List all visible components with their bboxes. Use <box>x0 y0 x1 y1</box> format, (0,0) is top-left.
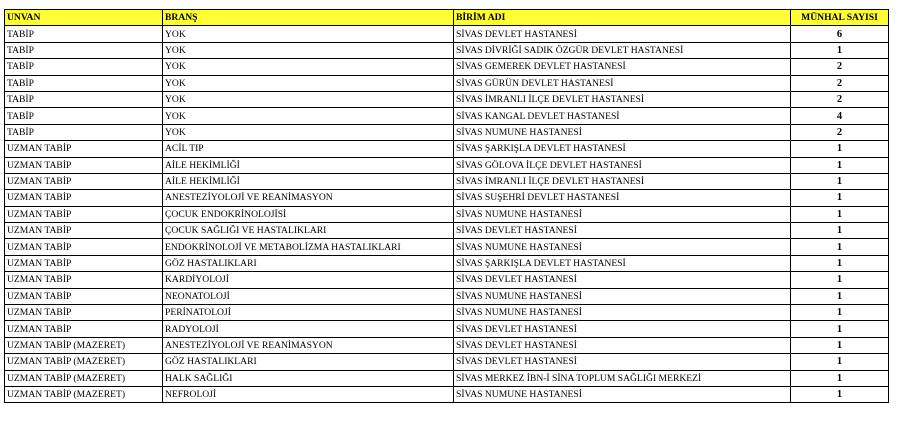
table-row <box>5 272 889 288</box>
table-body <box>5 26 889 403</box>
cell-birim: SİVAS İMRANLI İLÇE DEVLET HASTANESİ <box>454 91 791 107</box>
cell-brans: KARDİYOLOJİ <box>163 272 454 288</box>
cell-birim: SİVAS NUMUNE HASTANESİ <box>454 305 791 321</box>
cell-munhal-sayisi: 1 <box>791 173 889 189</box>
cell-birim: SİVAS DEVLET HASTANESİ <box>454 272 791 288</box>
cell-unvan: TABİP <box>5 59 163 75</box>
cell-unvan: UZMAN TABİP (MAZERET) <box>5 337 163 353</box>
cell-unvan: TABİP <box>5 108 163 124</box>
cell-birim: SİVAS NUMUNE HASTANESİ <box>454 288 791 304</box>
cell-unvan: UZMAN TABİP (MAZERET) <box>5 386 163 402</box>
cell-brans: YOK <box>163 75 454 91</box>
header-row <box>5 10 889 26</box>
cell-brans: YOK <box>163 91 454 107</box>
header-birim: BİRİM ADI <box>454 10 791 26</box>
header-unvan: UNVAN <box>5 10 163 26</box>
table-row <box>5 223 889 239</box>
cell-munhal-sayisi: 2 <box>791 124 889 140</box>
cell-birim: SİVAS DEVLET HASTANESİ <box>454 354 791 370</box>
header-brans: BRANŞ <box>163 10 454 26</box>
cell-brans: AİLE HEKİMLİĞİ <box>163 173 454 189</box>
cell-munhal-sayisi: 2 <box>791 91 889 107</box>
cell-munhal-sayisi: 1 <box>791 206 889 222</box>
cell-brans: ÇOCUK ENDOKRİNOLOJİSİ <box>163 206 454 222</box>
table-row <box>5 190 889 206</box>
cell-unvan: UZMAN TABİP <box>5 321 163 337</box>
cell-birim: SİVAS NUMUNE HASTANESİ <box>454 206 791 222</box>
cell-brans: YOK <box>163 124 454 140</box>
cell-munhal-sayisi: 1 <box>791 157 889 173</box>
cell-birim: SİVAS DEVLET HASTANESİ <box>454 26 791 42</box>
cell-munhal-sayisi: 1 <box>791 305 889 321</box>
cell-brans: YOK <box>163 26 454 42</box>
cell-unvan: UZMAN TABİP (MAZERET) <box>5 370 163 386</box>
cell-brans: ANESTEZİYOLOJİ VE REANİMASYON <box>163 337 454 353</box>
table-row <box>5 255 889 271</box>
table-row <box>5 321 889 337</box>
cell-unvan: UZMAN TABİP <box>5 141 163 157</box>
cell-birim: SİVAS İMRANLI İLÇE DEVLET HASTANESİ <box>454 173 791 189</box>
cell-birim: SİVAS GEMEREK DEVLET HASTANESİ <box>454 59 791 75</box>
cell-munhal-sayisi: 1 <box>791 386 889 402</box>
cell-brans: ACİL TIP <box>163 141 454 157</box>
cell-birim: SİVAS NUMUNE HASTANESİ <box>454 386 791 402</box>
cell-unvan: TABİP <box>5 91 163 107</box>
cell-munhal-sayisi: 1 <box>791 370 889 386</box>
cell-brans: GÖZ HASTALIKLARI <box>163 255 454 271</box>
table-row <box>5 386 889 402</box>
table-row <box>5 288 889 304</box>
cell-unvan: UZMAN TABİP <box>5 272 163 288</box>
cell-munhal-sayisi: 4 <box>791 108 889 124</box>
cell-munhal-sayisi: 1 <box>791 288 889 304</box>
table-row <box>5 173 889 189</box>
cell-munhal-sayisi: 1 <box>791 255 889 271</box>
cell-brans: NEFROLOJİ <box>163 386 454 402</box>
cell-unvan: TABİP <box>5 124 163 140</box>
table-row <box>5 305 889 321</box>
cell-unvan: UZMAN TABİP <box>5 305 163 321</box>
table-row <box>5 206 889 222</box>
cell-birim: SİVAS DEVLET HASTANESİ <box>454 223 791 239</box>
cell-unvan: TABİP <box>5 42 163 58</box>
cell-munhal-sayisi: 1 <box>791 141 889 157</box>
cell-birim: SİVAS NUMUNE HASTANESİ <box>454 239 791 255</box>
cell-unvan: UZMAN TABİP <box>5 190 163 206</box>
table-row <box>5 108 889 124</box>
cell-unvan: UZMAN TABİP <box>5 173 163 189</box>
cell-munhal-sayisi: 1 <box>791 321 889 337</box>
cell-brans: YOK <box>163 108 454 124</box>
cell-birim: SİVAS MERKEZ İBN-İ SİNA TOPLUM SAĞLIĞI MERKEZİ <box>454 370 791 386</box>
table-row <box>5 239 889 255</box>
cell-brans: HALK SAĞLIĞI <box>163 370 454 386</box>
cell-munhal-sayisi: 6 <box>791 26 889 42</box>
cell-munhal-sayisi: 1 <box>791 223 889 239</box>
cell-munhal-sayisi: 1 <box>791 42 889 58</box>
table-row <box>5 59 889 75</box>
cell-birim: SİVAS ŞARKIŞLA DEVLET HASTANESİ <box>454 141 791 157</box>
table-row <box>5 354 889 370</box>
cell-munhal-sayisi: 1 <box>791 272 889 288</box>
cell-brans: YOK <box>163 59 454 75</box>
cell-birim: SİVAS KANGAL DEVLET HASTANESİ <box>454 108 791 124</box>
cell-munhal-sayisi: 1 <box>791 190 889 206</box>
table-row <box>5 42 889 58</box>
cell-birim: SİVAS ŞARKIŞLA DEVLET HASTANESİ <box>454 255 791 271</box>
table-row <box>5 91 889 107</box>
cell-brans: PERİNATOLOJİ <box>163 305 454 321</box>
cell-unvan: UZMAN TABİP <box>5 255 163 271</box>
table-row <box>5 157 889 173</box>
cell-birim: SİVAS DEVLET HASTANESİ <box>454 337 791 353</box>
table-header <box>5 10 889 26</box>
cell-unvan: UZMAN TABİP (MAZERET) <box>5 354 163 370</box>
cell-munhal-sayisi: 2 <box>791 59 889 75</box>
cell-birim: SİVAS SUŞEHRİ DEVLET HASTANESİ <box>454 190 791 206</box>
header-munhal-sayisi: MÜNHAL SAYISI <box>791 10 889 26</box>
cell-brans: ÇOCUK SAĞLIĞI VE HASTALIKLARI <box>163 223 454 239</box>
cell-birim: SİVAS GÖLOVA İLÇE DEVLET HASTANESİ <box>454 157 791 173</box>
cell-unvan: UZMAN TABİP <box>5 206 163 222</box>
cell-unvan: UZMAN TABİP <box>5 288 163 304</box>
cell-brans: ANESTEZİYOLOJİ VE REANİMASYON <box>163 190 454 206</box>
cell-unvan: UZMAN TABİP <box>5 239 163 255</box>
cell-birim: SİVAS GÜRÜN DEVLET HASTANESİ <box>454 75 791 91</box>
cell-birim: SİVAS DEVLET HASTANESİ <box>454 321 791 337</box>
table-row <box>5 26 889 42</box>
cell-munhal-sayisi: 2 <box>791 75 889 91</box>
cell-unvan: TABİP <box>5 75 163 91</box>
cell-birim: SİVAS DİVRİĞİ SADIK ÖZGÜR DEVLET HASTANESİ <box>454 42 791 58</box>
cell-brans: ENDOKRİNOLOJİ VE METABOLİZMA HASTALIKLARI <box>163 239 454 255</box>
table-row <box>5 370 889 386</box>
cell-brans: YOK <box>163 42 454 58</box>
cell-unvan: TABİP <box>5 26 163 42</box>
vacancy-table <box>4 9 889 403</box>
cell-birim: SİVAS NUMUNE HASTANESİ <box>454 124 791 140</box>
cell-brans: RADYOLOJİ <box>163 321 454 337</box>
table-row <box>5 141 889 157</box>
table-row <box>5 75 889 91</box>
cell-munhal-sayisi: 1 <box>791 354 889 370</box>
cell-munhal-sayisi: 1 <box>791 239 889 255</box>
table-row <box>5 124 889 140</box>
cell-unvan: UZMAN TABİP <box>5 223 163 239</box>
cell-brans: GÖZ HASTALIKLARI <box>163 354 454 370</box>
table-row <box>5 337 889 353</box>
cell-munhal-sayisi: 1 <box>791 337 889 353</box>
cell-brans: NEONATOLOJİ <box>163 288 454 304</box>
cell-brans: AİLE HEKİMLİĞİ <box>163 157 454 173</box>
cell-unvan: UZMAN TABİP <box>5 157 163 173</box>
